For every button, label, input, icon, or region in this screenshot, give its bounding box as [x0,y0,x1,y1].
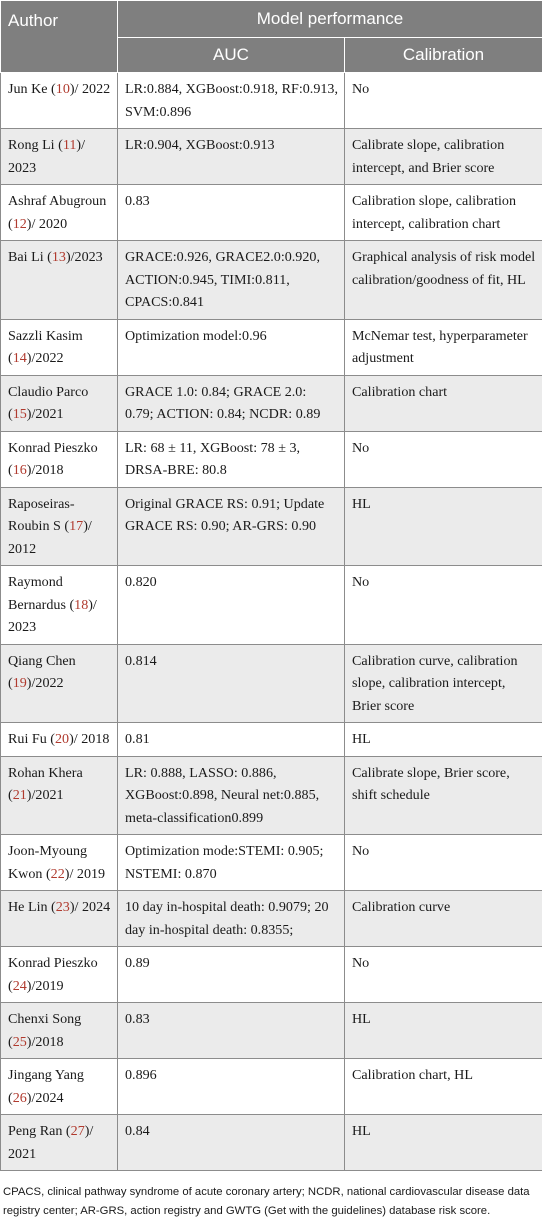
reference-link[interactable]: 12 [13,216,27,232]
auc-cell: 0.83 [118,185,345,241]
auc-cell: 0.89 [118,947,345,1003]
author-name: Rui Fu ( [8,731,55,747]
publication-year: )/2018 [27,1034,64,1050]
author-cell [1,835,118,891]
table-row [1,1059,542,1115]
reference-link[interactable]: 21 [13,787,27,803]
table-row [1,431,542,487]
calibration-cell: Calibrate slope, Brier score, shift schedule [345,756,542,835]
calibration-cell: No [345,835,542,891]
author-cell [1,185,118,241]
calibration-cell: No [345,566,542,645]
model-performance-header: Model performance [118,1,542,38]
table-row [1,375,542,431]
auc-cell: 0.83 [118,1003,345,1059]
author-name: He Lin ( [8,899,56,915]
table-row [1,129,542,185]
author-cell [1,947,118,1003]
author-name: Konrad Pieszko ( [8,955,98,994]
calibration-column-header: Calibration [345,38,542,73]
author-cell [1,644,118,723]
table-row [1,566,542,645]
author-name: Konrad Pieszko ( [8,440,98,479]
calibration-cell: Calibration curve, calibration slope, calibration intercept, Brier score [345,644,542,723]
table-row [1,835,542,891]
publication-year: )/ 2024 [70,899,110,915]
reference-link[interactable]: 17 [69,518,83,534]
author-name: Claudio Parco ( [8,384,88,423]
auc-cell: LR:0.884, XGBoost:0.918, RF:0.913, SVM:0.896 [118,73,345,129]
auc-cell: GRACE 1.0: 0.84; GRACE 2.0: 0.79; ACTION: 0.84; NCDR: 0.89 [118,375,345,431]
author-cell [1,756,118,835]
calibration-cell: HL [345,1115,542,1171]
calibration-cell: Calibration slope, calibration intercept, calibration chart [345,185,542,241]
publication-year: )/2022 [27,350,64,366]
author-cell [1,241,118,320]
reference-link[interactable]: 25 [13,1034,27,1050]
calibration-cell: No [345,947,542,1003]
table-row [1,947,542,1003]
table-header [1,1,542,73]
auc-cell: 0.81 [118,723,345,757]
table-footnote: CPACS, clinical pathway syndrome of acute coronary artery; NCDR, national cardiovascular disease data registry center; AR-GRS, action registry and GWTG (Get with the guidelines) database risk score. [0,1171,542,1221]
author-cell [1,431,118,487]
publication-year: )/2023 [66,249,103,265]
calibration-cell: Calibrate slope, calibration intercept, and Brier score [345,129,542,185]
publication-year: )/ 2018 [69,731,109,747]
author-cell [1,129,118,185]
publication-year: )/ 2012 [8,518,92,557]
table-row [1,319,542,375]
publication-year: )/2021 [27,787,64,803]
author-cell [1,375,118,431]
publication-year: )/ 2023 [8,597,97,636]
author-cell [1,73,118,129]
table-row [1,487,542,566]
author-name: Peng Ran ( [8,1123,71,1139]
table-row [1,241,542,320]
publication-year: )/ 2019 [65,866,105,882]
auc-cell: 0.814 [118,644,345,723]
calibration-cell: Calibration chart, HL [345,1059,542,1115]
author-cell [1,891,118,947]
calibration-cell: HL [345,487,542,566]
author-name: Qiang Chen ( [8,653,76,692]
author-name: Ashraf Abugroun ( [8,193,106,232]
reference-link[interactable]: 15 [13,406,27,422]
table-row [1,756,542,835]
auc-cell: 0.896 [118,1059,345,1115]
author-cell [1,487,118,566]
reference-link[interactable]: 11 [63,137,77,153]
calibration-cell: Calibration curve [345,891,542,947]
author-name: Raymond Bernardus ( [8,574,74,613]
calibration-cell: HL [345,723,542,757]
auc-cell: Optimization mode:STEMI: 0.905; NSTEMI: 0.870 [118,835,345,891]
publication-year: )/ 2023 [8,137,85,176]
table-row [1,185,542,241]
author-cell [1,723,118,757]
author-name: Sazzli Kasim ( [8,328,83,367]
author-name: Rong Li ( [8,137,63,153]
auc-cell: 0.820 [118,566,345,645]
reference-link[interactable]: 23 [56,899,70,915]
table-body [1,73,542,1171]
author-cell [1,319,118,375]
reference-link[interactable]: 24 [13,978,27,994]
table-row [1,891,542,947]
auc-column-header: AUC [118,38,345,73]
calibration-cell: McNemar test, hyperparameter adjustment [345,319,542,375]
reference-link[interactable]: 13 [52,249,66,265]
table-row [1,723,542,757]
reference-link[interactable]: 19 [13,675,27,691]
calibration-cell: HL [345,1003,542,1059]
auc-cell: Original GRACE RS: 0.91; Update GRACE RS: 0.90; AR-GRS: 0.90 [118,487,345,566]
auc-cell: Optimization model:0.96 [118,319,345,375]
publication-year: )/2019 [27,978,64,994]
author-name: Joon-Myoung Kwon ( [8,843,87,882]
auc-cell: GRACE:0.926, GRACE2.0:0.920, ACTION:0.945, TIMI:0.811, CPACS:0.841 [118,241,345,320]
publication-year: )/ 2020 [27,216,67,232]
publication-year: )/2022 [27,675,64,691]
reference-link[interactable]: 14 [13,350,27,366]
author-name: Raposeiras-Roubin S ( [8,496,75,535]
calibration-cell: Calibration chart [345,375,542,431]
author-name: Rohan Khera ( [8,765,83,804]
reference-link[interactable]: 26 [13,1090,27,1106]
calibration-cell: No [345,73,542,129]
auc-cell: LR: 68 ± 11, XGBoost: 78 ± 3, DRSA-BRE: 80.8 [118,431,345,487]
table-row [1,73,542,129]
reference-link[interactable]: 18 [74,597,88,613]
reference-link[interactable]: 10 [56,81,70,97]
author-name: Chenxi Song ( [8,1011,81,1050]
reference-link[interactable]: 27 [71,1123,85,1139]
author-cell [1,1059,118,1115]
reference-link[interactable]: 22 [51,866,65,882]
author-cell [1,1003,118,1059]
table-row [1,1003,542,1059]
publication-year: )/ 2021 [8,1123,93,1162]
publication-year: )/ 2022 [70,81,110,97]
auc-cell: 10 day in-hospital death: 0.9079; 20 day in-hospital death: 0.8355; [118,891,345,947]
author-cell [1,566,118,645]
auc-cell: LR:0.904, XGBoost:0.913 [118,129,345,185]
publication-year: )/2018 [27,462,64,478]
author-name: Jun Ke ( [8,81,56,97]
auc-cell: 0.84 [118,1115,345,1171]
publication-year: )/2024 [27,1090,64,1106]
auc-cell: LR: 0.888, LASSO: 0.886, XGBoost:0.898, Neural net:0.885, meta-classification0.899 [118,756,345,835]
author-column-header: Author [1,1,118,73]
reference-link[interactable]: 20 [55,731,69,747]
table-row [1,644,542,723]
publication-year: )/2021 [27,406,64,422]
calibration-cell: Graphical analysis of risk model calibration/goodness of fit, HL [345,241,542,320]
author-name: Bai Li ( [8,249,52,265]
reference-link[interactable]: 16 [13,462,27,478]
calibration-cell: No [345,431,542,487]
author-name: Jingang Yang ( [8,1067,84,1106]
